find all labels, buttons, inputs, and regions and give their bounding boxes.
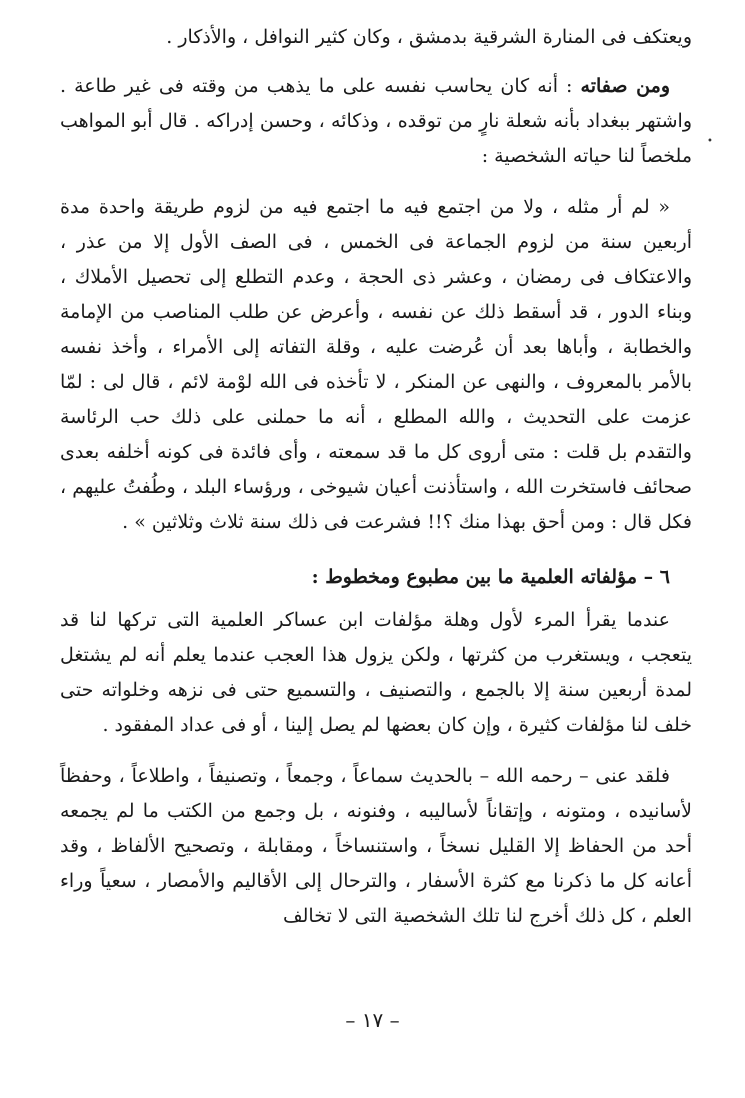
page-number: – ١٧ – xyxy=(345,1008,400,1032)
paragraph-his-traits xyxy=(60,69,692,174)
margin-mark: • xyxy=(707,136,713,147)
traits-text: : أنه كان يحاسب نفسه على ما يذهب من وقته فى غير طاعة . واشتهر ببغداد بأنه شعلة نارٍ من توقده ، وذكائه ، وحسن إدراكه . قال أبو المواهب ملخصاً لنا حياته الشخصية : xyxy=(60,75,692,167)
traits-lead: ومن صفاته xyxy=(580,75,670,97)
section-heading: ٦ – مؤلفاته العلمية ما بين مطبوع ومخطوط : xyxy=(311,566,670,588)
paragraph-quote: « لم أر مثله ، ولا من اجتمع فيه ما اجتمع فيه من لزوم طريقة واحدة مدة أربعين سنة من لزوم الجماعة فى الخمس ، فى الصف الأول إلا من عذر ، والاعتكاف فى رمضان ، وعشر ذى الحجة ، وعدم التطلع إلى تحصيل الأملاك ، وبناء الدور ، قد أسقط ذلك عن نفسه ، وأعرض عن طلب المناصب من الإمامة والخطابة ، وأباها بعد أن عُرضت عليه ، وقلة التفاته إلى الأمراء ، وأخذ نفسه بالأمر بالمعروف ، والنهى عن المنكر ، لا تأخذه فى الله لوْمة لائم ، قال لى : لمّا عزمت على التحديث ، والله المطلع ، أنه ما حملنى على ذلك حب الرئاسة والتقدم بل قلت : متى أروى كل ما قد سمعته ، وأى فائدة فى كونه أخلفه بعدى صحائف فاستخرت الله ، واستأذنت أعيان شيوخى ، ورؤساء البلد ، وطُفتُ عليهم ، فكل قال : ومن أحق بهذا منك ؟!! فشرعت فى ذلك سنة ثلاث وثلاثين » . xyxy=(60,196,692,533)
paragraph-hadith: فلقد عنى – رحمه الله – بالحديث سماعاً ، وجمعاً ، وتصنيفاً ، واطلاعاً ، وحفظاً لأسانيده ، ومتونه ، وإتقاناً لأساليبه ، وفنونه ، بل وجمع من الكتب ما لم يجمعه أحد من الحفاظ إلا القليل نسخاً ، واستنساخاً ، ومقابلة ، وتصحيح الألفاظ ، وقد أعانه كل ما ذكرنا مع كثرة الأسفار ، والترحال إلى الأقاليم والأمصار ، سعياً وراء العلم ، كل ذلك أخرج لنا تلك الشخصية التى لا تخالف xyxy=(60,765,692,927)
document-page xyxy=(60,20,692,934)
paragraph-works: عندما يقرأ المرء لأول وهلة مؤلفات ابن عساكر العلمية التى تركها لنا قد يتعجب ، ويستغرب من كثرتها ، ولكن يزول هذا العجب عندما يعلم أنه لم يشتغل لمدة أربعين سنة إلا بالجمع ، والتصنيف ، والتسميع حتى فى نزهه وخلواته حتى خلف لنا مؤلفات كثيرة ، وإن كان بعضها لم يصل إلينا ، أو فى عداد المفقود . xyxy=(60,609,692,736)
paragraph-continuation: ويعتكف فى المنارة الشرقية بدمشق ، وكان كثير النوافل ، والأذكار . xyxy=(166,26,692,48)
